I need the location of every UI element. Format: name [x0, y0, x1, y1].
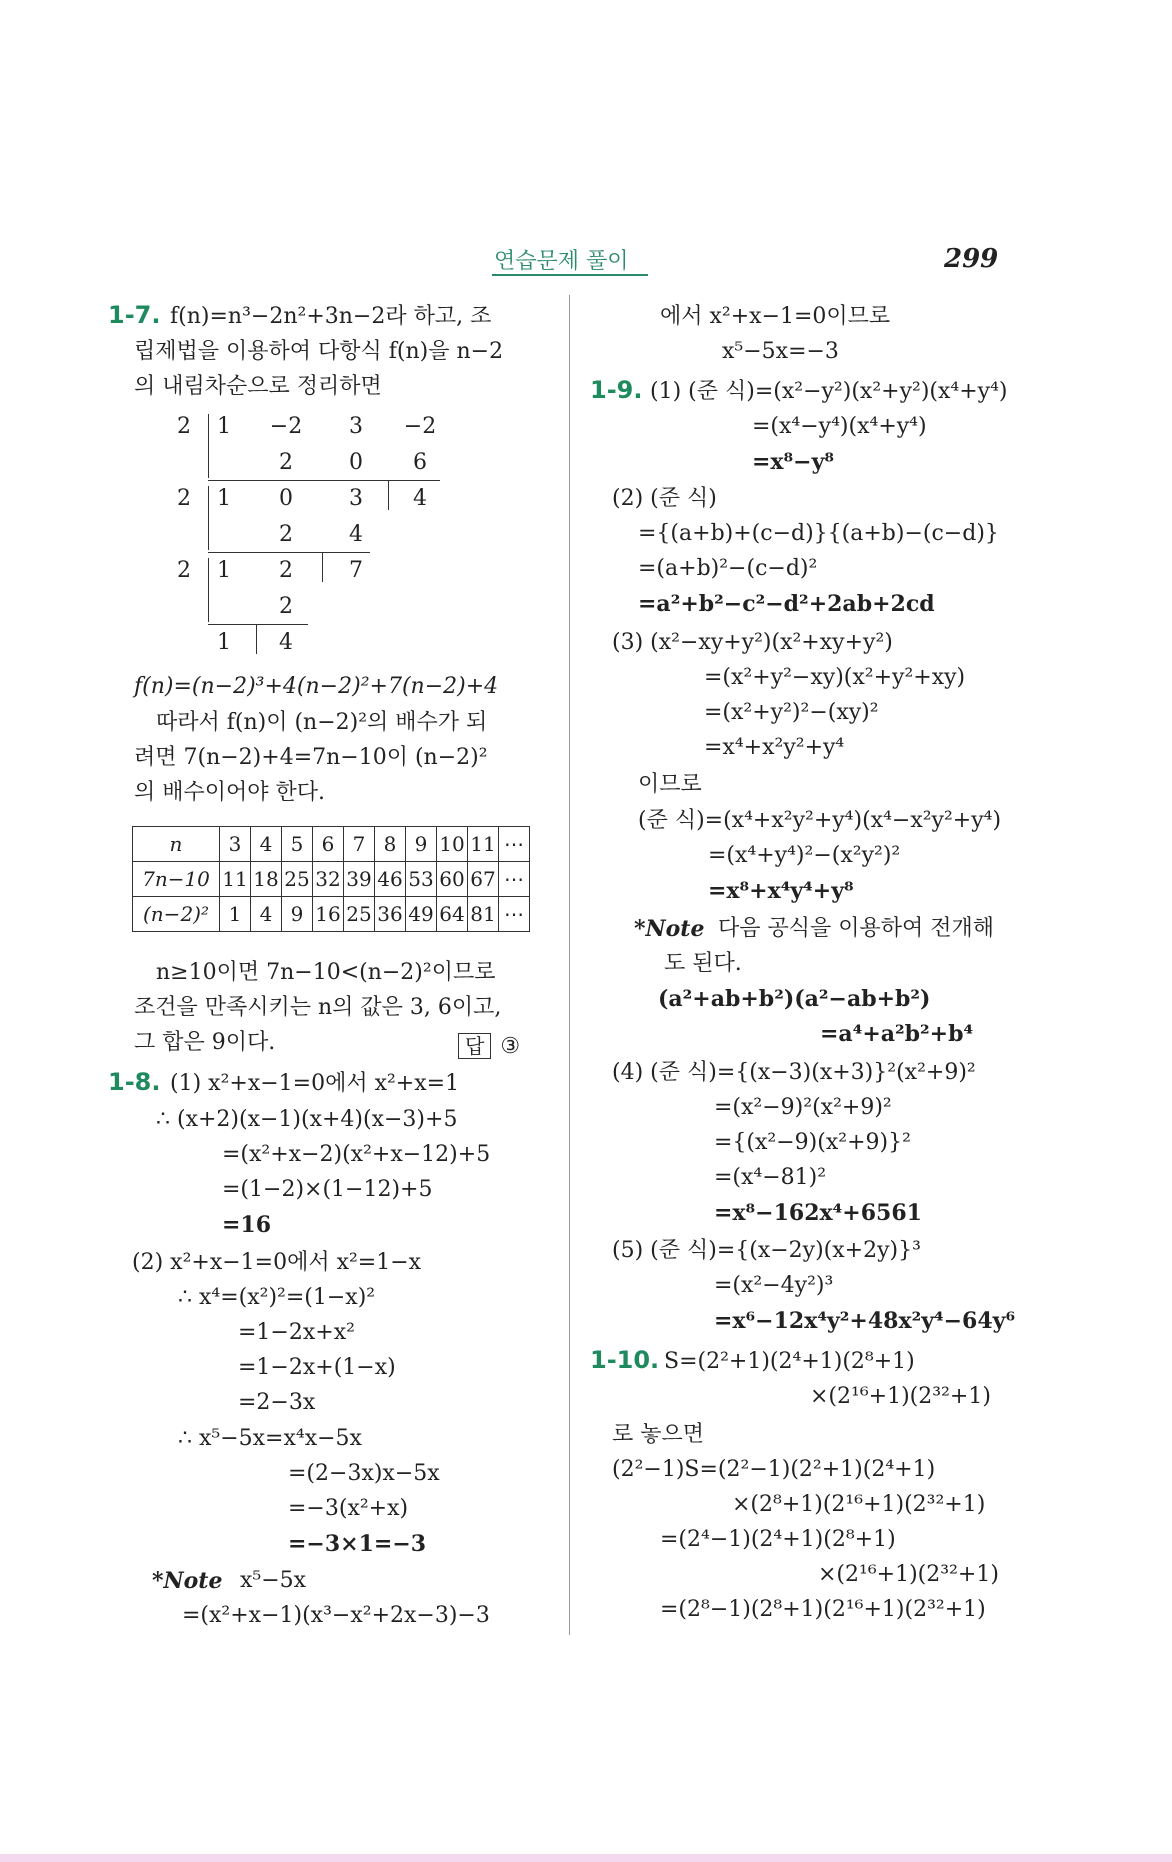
- division-rule: [208, 552, 370, 553]
- table-cell: 25: [282, 862, 313, 897]
- text-line: =(a+b)²−(c−d)²: [638, 556, 818, 581]
- text-line: 도 된다.: [664, 951, 742, 976]
- text-line: =(1−2)×(1−12)+5: [222, 1177, 433, 1202]
- table-row: [133, 827, 530, 862]
- text-line: =(x⁴−y⁴)(x⁴+y⁴): [752, 414, 927, 439]
- formula-line: (a²+ab+b²)(a²−ab+b²): [658, 986, 931, 1012]
- text-line: ∴ (x+2)(x−1)(x+4)(x−3)+5: [156, 1107, 458, 1132]
- table-cell: 7n−10: [133, 862, 220, 897]
- text-line: ×(2¹⁶+1)(2³²+1): [810, 1384, 991, 1409]
- problem-number: 1-9.: [590, 376, 643, 404]
- table-row: [133, 897, 530, 932]
- table-cell: 6: [313, 827, 344, 862]
- coef: −2: [269, 414, 303, 439]
- coef: 1: [217, 486, 231, 511]
- table-cell: 3: [220, 827, 251, 862]
- text-line: (1) x²+x−1=0에서 x²+x=1: [170, 1071, 460, 1096]
- answer-line: =a²+b²−c²−d²+2ab+2cd: [638, 591, 935, 617]
- text-line: =(x²+y²)²−(xy)²: [704, 700, 879, 725]
- text-line: =(2⁴−1)(2⁴+1)(2⁸+1): [660, 1527, 896, 1552]
- division-rule: [208, 480, 440, 481]
- coef: 1: [217, 558, 231, 583]
- table-cell: 11: [468, 827, 499, 862]
- text-line: 에서 x²+x−1=0이므로: [660, 304, 891, 329]
- text-line: =(2−3x)x−5x: [288, 1461, 440, 1486]
- table-cell: 4: [251, 897, 282, 932]
- value-table: [132, 826, 530, 932]
- table-cell: 9: [406, 827, 437, 862]
- header-underline: [492, 274, 648, 276]
- table-cell: (n−2)²: [133, 897, 220, 932]
- text-line: (3) (x²−xy+y²)(x²+xy+y²): [612, 630, 893, 655]
- table-cell: 60: [437, 862, 468, 897]
- text-line: (2) x²+x−1=0에서 x²=1−x: [132, 1250, 422, 1275]
- text-line: =(x²−9)²(x²+9)²: [714, 1095, 892, 1120]
- note-label: *Note: [634, 916, 705, 942]
- answer-line: =−3×1=−3: [288, 1531, 427, 1557]
- text-line: =(2⁸−1)(2⁸+1)(2¹⁶+1)(2³²+1): [660, 1597, 986, 1622]
- text-line: ×(2⁸+1)(2¹⁶+1)(2³²+1): [732, 1492, 986, 1517]
- text-line: ={(a+b)+(c−d)}{(a+b)−(c−d)}: [638, 521, 999, 546]
- answer-line: =x⁸−162x⁴+6561: [714, 1200, 922, 1226]
- table-cell: 81: [468, 897, 499, 932]
- text-line: 의 내림차순으로 정리하면: [134, 374, 382, 399]
- text-line: (준 식)=(x⁴+x²y²+y⁴)(x⁴−x²y²+y⁴): [638, 808, 1002, 833]
- text-line: =2−3x: [238, 1390, 316, 1415]
- coef: 0: [349, 450, 363, 475]
- table-cell: 39: [344, 862, 375, 897]
- table-row: [133, 862, 530, 897]
- answer-line: =x⁸+x⁴y⁴+y⁸: [708, 878, 854, 904]
- text-line: (5) (준 식)={(x−2y)(x+2y)}³: [612, 1238, 921, 1263]
- formula-line: =a⁴+a²b²+b⁴: [820, 1021, 974, 1047]
- text-line: f(n)=n³−2n²+3n−2라 하고, 조: [170, 304, 492, 329]
- table-cell: 1: [220, 897, 251, 932]
- coef: 4: [349, 522, 363, 547]
- text-line: n≥10이면 7n−10<(n−2)²이므로: [156, 960, 496, 985]
- table-cell: 9: [282, 897, 313, 932]
- text-line: 이므로: [638, 772, 702, 797]
- table-cell: 49: [406, 897, 437, 932]
- table-cell: 46: [375, 862, 406, 897]
- table-cell: 36: [375, 897, 406, 932]
- remainder: 4: [413, 486, 427, 511]
- table-cell: 8: [375, 827, 406, 862]
- text-line: 려면 7(n−2)+4=7n−10이 (n−2)²: [134, 745, 488, 770]
- table-cell: 7: [344, 827, 375, 862]
- text-line: ×(2¹⁶+1)(2³²+1): [818, 1562, 999, 1587]
- text-line: =x⁴+x²y²+y⁴: [704, 735, 845, 760]
- text-line: =(x⁴−81)²: [714, 1165, 827, 1190]
- text-line: 다음 공식을 이용하여 전개해: [718, 916, 995, 941]
- problem-number: 1-8.: [108, 1068, 161, 1096]
- text-line: =(x²+x−2)(x²+x−12)+5: [222, 1142, 491, 1167]
- text-line: =1−2x+x²: [238, 1320, 355, 1345]
- table-cell: 11: [220, 862, 251, 897]
- remainder-box: [256, 624, 257, 654]
- section-title: 연습문제 풀이: [494, 249, 629, 274]
- coef: −2: [403, 414, 437, 439]
- coef: 6: [413, 450, 427, 475]
- answer-line: =x⁶−12x⁴y²+48x²y⁴−64y⁶: [714, 1308, 1016, 1334]
- text-line: =(x²−4y²)³: [714, 1273, 834, 1298]
- divisor: 2: [177, 414, 191, 439]
- table-cell: ⋯: [499, 897, 530, 932]
- problem-number: 1-10.: [590, 1346, 660, 1374]
- table-cell: n: [133, 827, 220, 862]
- text-line: (2) (준 식): [612, 486, 717, 511]
- table-cell: ⋯: [499, 827, 530, 862]
- table-cell: 53: [406, 862, 437, 897]
- table-cell: 5: [282, 827, 313, 862]
- text-line: S=(2²+1)(2⁴+1)(2⁸+1): [664, 1349, 915, 1374]
- text-line: 립제법을 이용하여 다항식 f(n)을 n−2: [134, 339, 504, 364]
- coef: 2: [279, 522, 293, 547]
- text-line: =(x²+y²−xy)(x²+y²+xy): [704, 665, 966, 690]
- table-cell: 4: [251, 827, 282, 862]
- remainder: 4: [279, 630, 293, 655]
- answer-choice: ③: [500, 1034, 521, 1059]
- division-bar: [208, 414, 209, 478]
- division-bar: [208, 486, 209, 550]
- answer-badge: [458, 1030, 520, 1059]
- table-cell: 18: [251, 862, 282, 897]
- text-line: 의 배수이어야 한다.: [134, 780, 325, 805]
- divisor: 2: [177, 486, 191, 511]
- text-line: (1) (준 식)=(x²−y²)(x²+y²)(x⁴+y⁴): [650, 379, 1008, 404]
- remainder-box: [388, 480, 389, 510]
- coef: 2: [279, 558, 293, 583]
- table-cell: 25: [344, 897, 375, 932]
- remainder-box: [322, 552, 323, 582]
- text-line: 그 합은 9이다.: [134, 1030, 276, 1055]
- coef: 1: [217, 630, 231, 655]
- text-line: =1−2x+(1−x): [238, 1355, 396, 1380]
- remainder: 7: [349, 558, 363, 583]
- text-line: (4) (준 식)={(x−3)(x+3)}²(x²+9)²: [612, 1060, 976, 1085]
- coef: 2: [279, 450, 293, 475]
- table-cell: 32: [313, 862, 344, 897]
- page-edge-band: [0, 1854, 1172, 1862]
- answer-label: 답: [458, 1033, 491, 1059]
- coef: 3: [349, 414, 363, 439]
- text-line: =(x⁴+y⁴)²−(x²y²)²: [708, 843, 901, 868]
- division-bar: [208, 558, 209, 622]
- table-cell: ⋯: [499, 862, 530, 897]
- note-label: *Note: [152, 1568, 223, 1594]
- text-line: =−3(x²+x): [288, 1496, 409, 1521]
- table-cell: 10: [437, 827, 468, 862]
- text-line: 따라서 f(n)이 (n−2)²의 배수가 되: [156, 710, 488, 735]
- problem-number: 1-7.: [108, 301, 161, 329]
- text-line: ∴ x⁴=(x²)²=(1−x)²: [178, 1285, 376, 1310]
- text-line: ={(x²−9)(x²+9)}²: [714, 1130, 911, 1155]
- coef: 2: [279, 594, 293, 619]
- text-line: ∴ x⁵−5x=x⁴x−5x: [178, 1426, 362, 1451]
- table-cell: 16: [313, 897, 344, 932]
- page-number: 299: [944, 244, 999, 274]
- text-line: 로 놓으면: [612, 1422, 705, 1447]
- text-line: f(n)=(n−2)³+4(n−2)²+7(n−2)+4: [134, 674, 499, 699]
- divisor: 2: [177, 558, 191, 583]
- text-line: (2²−1)S=(2²−1)(2²+1)(2⁴+1): [612, 1457, 936, 1482]
- coef: 1: [217, 414, 231, 439]
- coef: 3: [349, 486, 363, 511]
- text-line: 조건을 만족시키는 n의 값은 3, 6이고,: [134, 995, 502, 1020]
- table-cell: 67: [468, 862, 499, 897]
- answer-line: =16: [222, 1212, 272, 1238]
- column-divider: [569, 295, 570, 1635]
- division-rule: [208, 624, 308, 625]
- text-line: x⁵−5x=−3: [722, 339, 839, 364]
- text-line: =(x²+x−1)(x³−x²+2x−3)−3: [182, 1603, 490, 1628]
- coef: 0: [279, 486, 293, 511]
- text-line: x⁵−5x: [240, 1568, 307, 1593]
- table-cell: 64: [437, 897, 468, 932]
- answer-line: =x⁸−y⁸: [752, 449, 835, 475]
